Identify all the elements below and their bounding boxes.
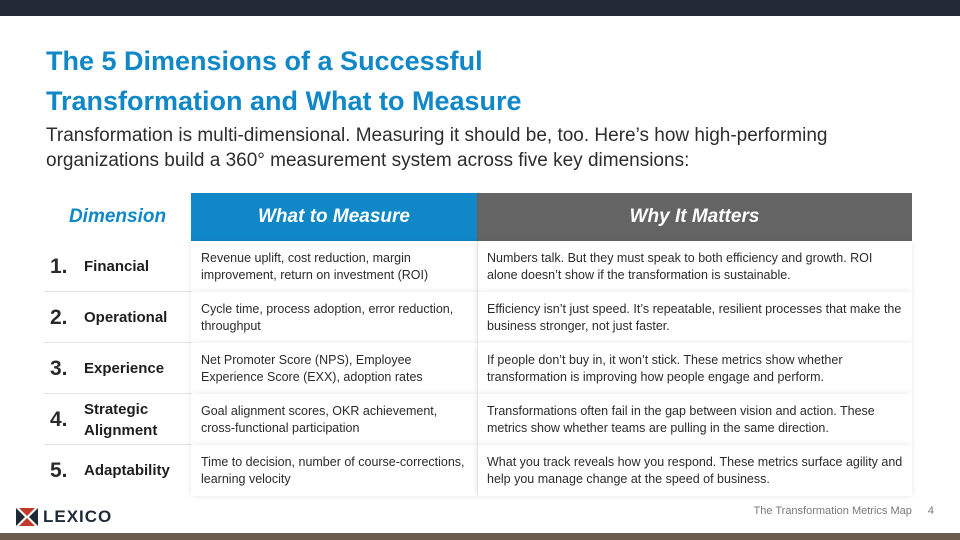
- dimension-cell: [44, 394, 191, 445]
- dimension-name: Financial: [84, 258, 150, 275]
- row-number: 4.: [50, 407, 68, 431]
- company-logo: [16, 507, 112, 527]
- dimension-name: Strategic Alignment: [84, 400, 158, 439]
- header-what-to-measure: What to Measure: [191, 193, 477, 241]
- dimension-cell: [44, 241, 191, 292]
- table-row: [44, 292, 912, 343]
- what-to-measure-cell: Net Promoter Score (NPS), Employee Experience Score (EXX), adoption rates: [191, 343, 477, 394]
- why-it-matters-cell: Transformations often fail in the gap between vision and action. These metrics show whether teams are pulling in the same direction.: [477, 394, 912, 445]
- dimensions-table: [44, 193, 912, 496]
- page-number: 4: [927, 505, 934, 517]
- row-number: 5.: [50, 458, 68, 482]
- table-row: [44, 343, 912, 394]
- what-to-measure-cell: Revenue uplift, cost reduction, margin improvement, return on investment (ROI): [191, 241, 477, 292]
- bottom-bar: [0, 533, 960, 540]
- dimension-cell: [44, 343, 191, 394]
- what-to-measure-cell: Time to decision, number of course-corrections, learning velocity: [191, 445, 477, 496]
- page-title: [46, 41, 746, 121]
- header-why-it-matters: Why It Matters: [477, 193, 912, 241]
- row-number: 2.: [50, 305, 68, 329]
- what-to-measure-cell: Goal alignment scores, OKR achievement, cross-functional participation: [191, 394, 477, 445]
- row-number: 1.: [50, 254, 68, 278]
- title-line-1: The 5 Dimensions of a Successful: [46, 46, 483, 76]
- dimension-name: Adaptability: [84, 462, 170, 479]
- why-it-matters-cell: What you track reveals how you respond. These metrics surface agility and help you manage change at the speed of business.: [477, 445, 912, 496]
- table-header-row: [44, 193, 912, 241]
- table-row: [44, 241, 912, 292]
- why-it-matters-cell: Efficiency isn’t just speed. It’s repeatable, resilient processes that make the business stronger, not just faster.: [477, 292, 912, 343]
- lexico-logo-icon: [16, 508, 38, 526]
- dimension-name: Operational: [84, 309, 168, 326]
- subtitle-line-1: Transformation is multi-dimensional. Measuring it should be, too. Here’s how high-performing: [46, 125, 828, 146]
- header-dimension: Dimension: [68, 206, 167, 227]
- dimension-cell: [44, 292, 191, 343]
- what-to-measure-cell: Cycle time, process adoption, error reduction, throughput: [191, 292, 477, 343]
- dimension-name: Experience: [84, 360, 165, 377]
- subtitle-line-2: organizations build a 360° measurement system across five key dimensions:: [46, 150, 690, 171]
- title-line-2: Transformation and What to Measure: [46, 86, 522, 116]
- dimension-cell: [44, 445, 191, 496]
- top-bar: [0, 0, 960, 16]
- why-it-matters-cell: If people don’t buy in, it won’t stick. These metrics show whether transformation is improving how people engage and perform.: [477, 343, 912, 394]
- table-row: [44, 445, 912, 496]
- table-row: [44, 394, 912, 445]
- document-title: The Transformation Metrics Map: [753, 505, 912, 517]
- row-number: 3.: [50, 356, 68, 380]
- page-footer: [754, 505, 934, 517]
- why-it-matters-cell: Numbers talk. But they must speak to both efficiency and growth. ROI alone doesn’t show if the transformation is sustainable.: [477, 241, 912, 292]
- page-subtitle: [46, 123, 926, 173]
- logo-text: LEXICO: [43, 507, 113, 526]
